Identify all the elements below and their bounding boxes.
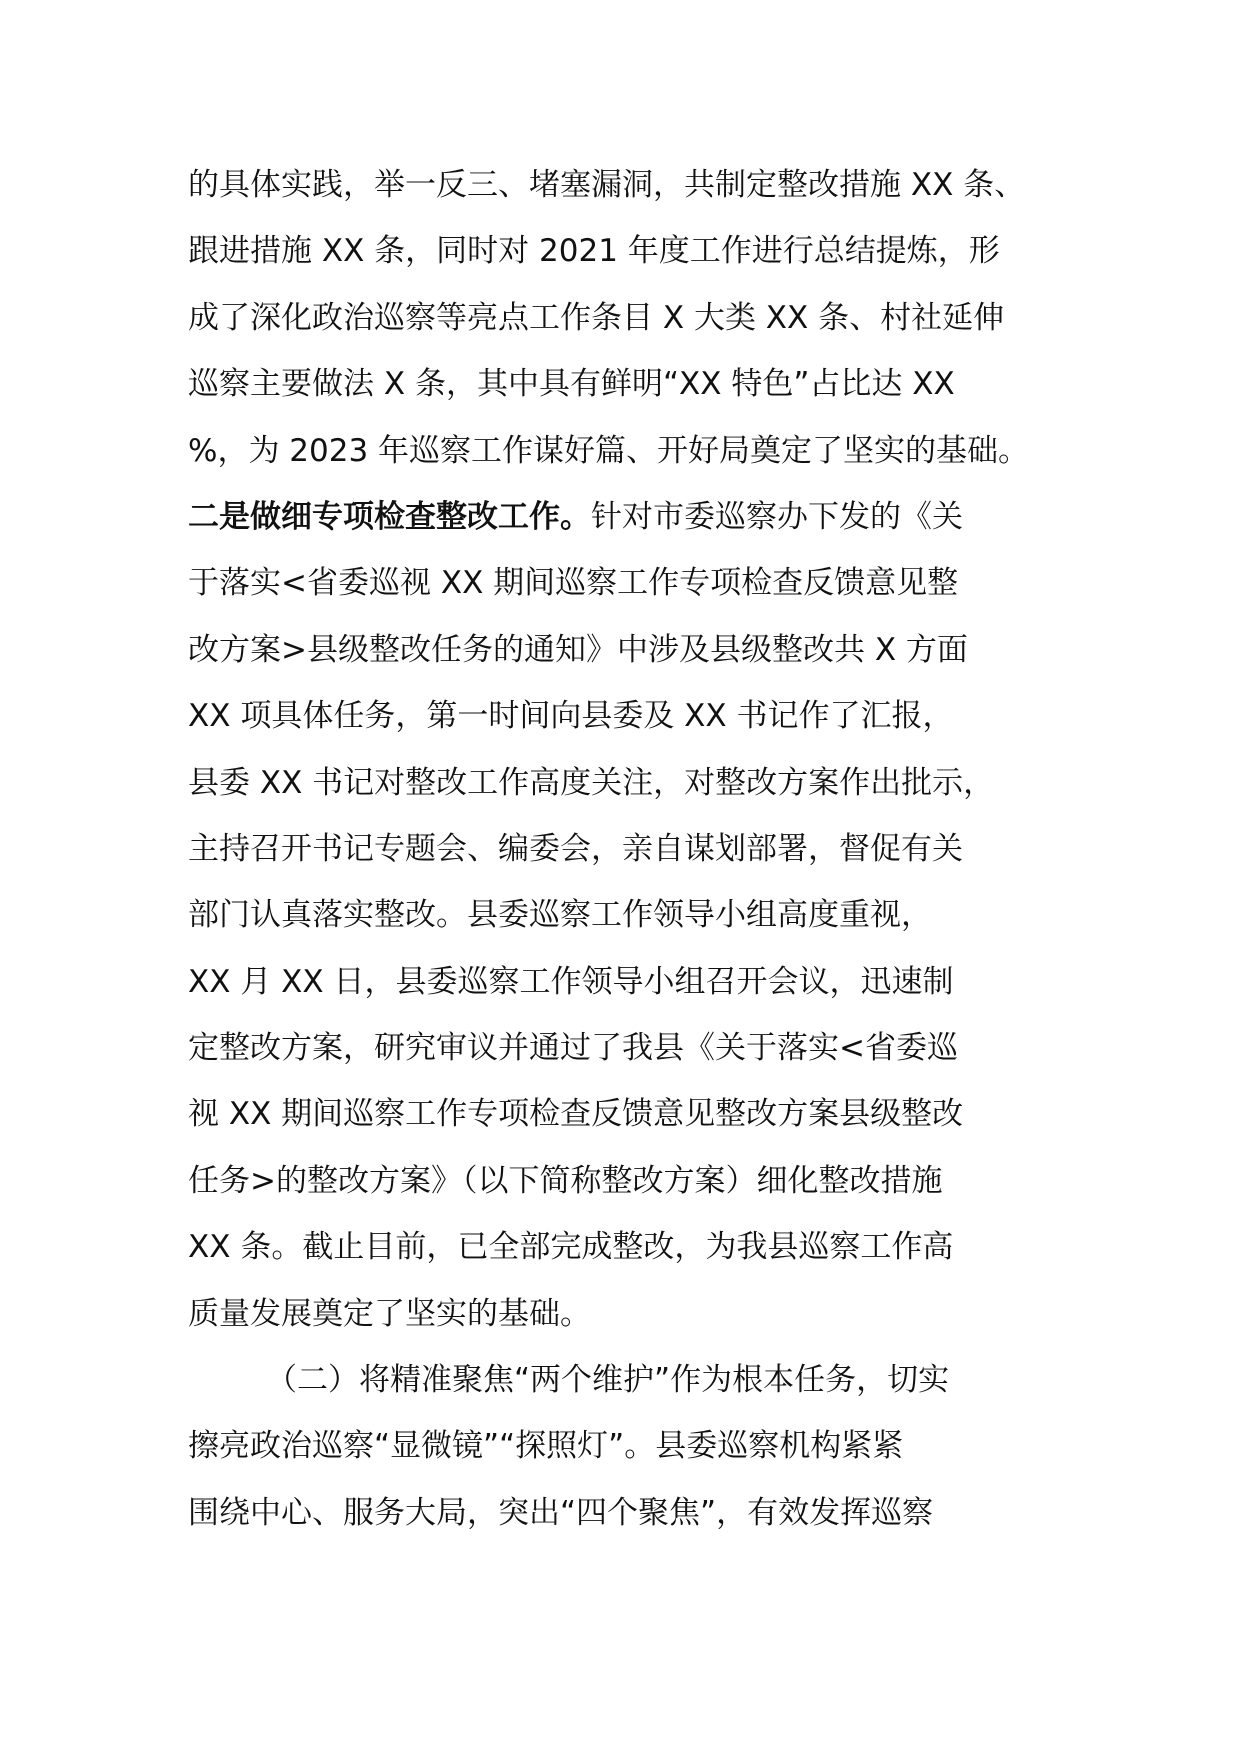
text-line: %，为 2023 年巡察工作谋好篇、开好局奠定了坚实的基础。 (188, 432, 1030, 469)
text-line: 擦亮政治巡察“显微镜”“探照灯”。县委巡察机构紧紧 (188, 1428, 904, 1465)
text-line: 跟进措施 XX 条，同时对 2021 年度工作进行总结提炼，形 (188, 233, 1000, 270)
text-line: 视 XX 期间巡察工作专项检查反馈意见整改方案县级整改 (188, 1096, 964, 1133)
text-run: 针对市委巡察办下发的《关 (591, 498, 963, 535)
text-line: 任务>的整改方案》（以下简称整改方案）细化整改措施 (188, 1162, 943, 1199)
text-line: 改方案>县级整改任务的通知》中涉及县级整改共 X 方面 (188, 631, 968, 668)
text-line: 质量发展奠定了坚实的基础。 (188, 1295, 591, 1332)
text-line: 巡察主要做法 X 条，其中具有鲜明“XX 特色”占比达 XX (188, 366, 955, 403)
text-line: 定整改方案，研究审议并通过了我县《关于落实<省委巡 (188, 1030, 958, 1067)
text-line: 围绕中心、服务大局，突出“四个聚焦”，有效发挥巡察 (188, 1494, 934, 1531)
text-line: 县委 XX 书记对整改工作高度关注，对整改方案作出批示， (188, 764, 995, 801)
text-line: 于落实<省委巡视 XX 期间巡察工作专项检查反馈意见整 (188, 565, 959, 602)
text-line: XX 月 XX 日，县委巡察工作领导小组召开会议，迅速制 (188, 963, 954, 1000)
text-line: XX 条。截止目前，已全部完成整改，为我县巡察工作高 (188, 1229, 954, 1266)
section-heading: 二是做细专项检查整改工作。 (188, 498, 591, 535)
text-line: 主持召开书记专题会、编委会，亲自谋划部署，督促有关 (188, 830, 963, 867)
text-line: 成了深化政治巡察等亮点工作条目 X 大类 XX 条、村社延伸 (188, 299, 1005, 336)
text-line: 部门认真落实整改。县委巡察工作领导小组高度重视， (188, 897, 932, 934)
section-subheading-line: （二）将精准聚焦“两个维护”作为根本任务，切实 (266, 1362, 950, 1399)
text-line (188, 484, 1088, 550)
text-line: XX 项具体任务，第一时间向县委及 XX 书记作了汇报， (188, 698, 954, 735)
text-line: 的具体实践，举一反三、堵塞漏洞，共制定整改措施 XX 条、 (188, 167, 1026, 203)
body-text (188, 152, 1088, 1546)
